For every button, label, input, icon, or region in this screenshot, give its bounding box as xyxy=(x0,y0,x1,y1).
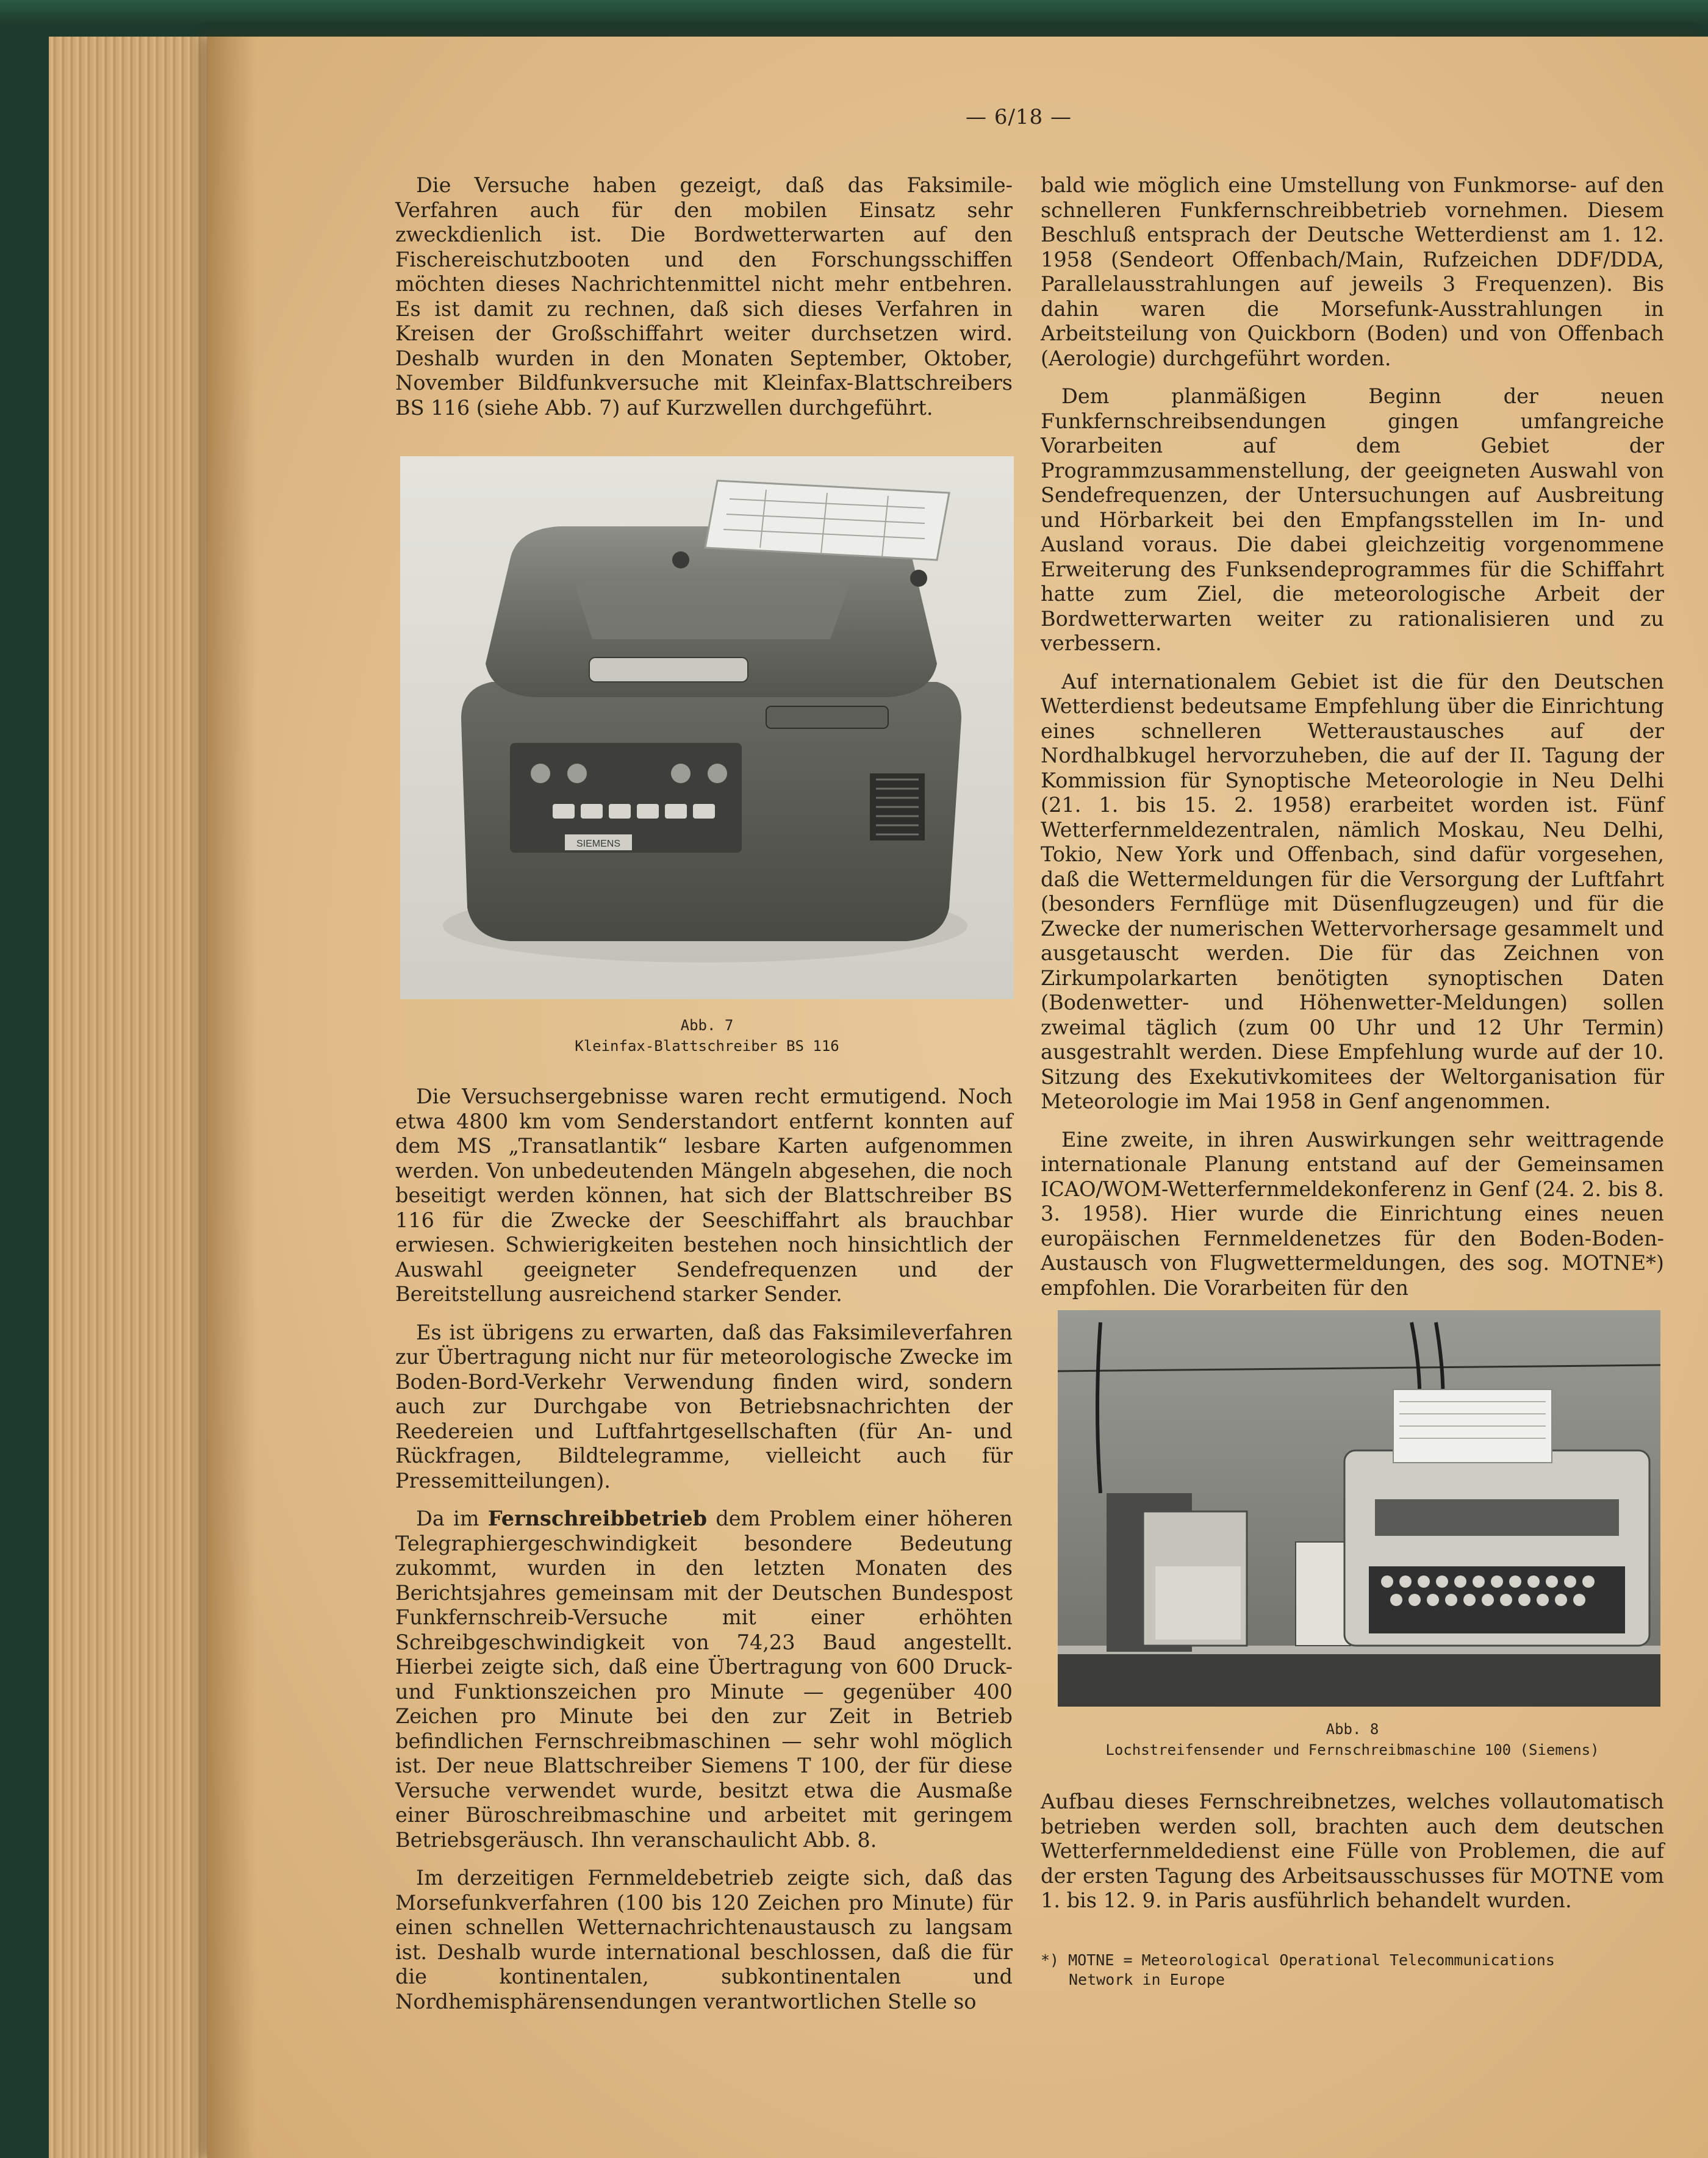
left-column-top xyxy=(395,173,1013,434)
figure-7-caption xyxy=(400,1015,1014,1056)
page-number: — 6/18 — xyxy=(966,105,1072,129)
text-run: Da im xyxy=(416,1507,488,1530)
text-run: dem Problem einer höheren Telegraphiergeschwindigkeit besondere Bedeutung zukommt, wurden in den letzten Monaten des Berichtsjahres gemeinsam mit der Deutschen Bundespost Funkfernschreib-Versuche mit einer erhöhten Schreibgeschwindigkeit von 74,23 Baud angestellt. Hierbei zeigte sich, daß eine Übertragung von 600 Druck- und Funktionszeichen pro Minute — gegenüber 400 Zeichen pro Minute bei den zur Zeit in Betrieb befindlichen Fernschreibmaschinen — sehr wohl möglich ist. Der neue Blattschreiber Siemens T 100, der für diese Versuche verwendet wurde, besitzt etwa die Ausmaße einer Büroschreibmaschine und arbeitet mit geringem Betriebsgeräusch. Ihn veranschaulicht Abb. 8. xyxy=(395,1507,1013,1852)
fax-machine-illustration xyxy=(400,456,1014,999)
bold-term: Fernschreibbetrieb xyxy=(487,1507,708,1530)
figure-7-photo xyxy=(400,456,1014,999)
gutter-shadow xyxy=(207,37,256,2158)
figure-8-photo xyxy=(1058,1310,1660,1707)
footnote-line: Network in Europe xyxy=(1069,1971,1225,1988)
paragraph: Eine zweite, in ihren Auswirkungen sehr weittragende internationale Planung entstand auf der Gemeinsamen ICAO/WOM-Wetterfernmeldekonferenz in Genf (24. 2. bis 8. 3. 1958). Hier wurde die Einrichtung eines neuen europäischen Fernmeldenetzes für den Boden-Boden-Austausch von Flugwettermeldungen, des sog. MOTNE*) empfohlen. Die Vorarbeiten für den xyxy=(1041,1127,1664,1300)
figure-7-label: Abb. 7 xyxy=(680,1017,734,1034)
paragraph: Die Versuche haben gezeigt, daß das Faksimile-Verfahren auch für den mobilen Einsatz sehr zweckdienlich ist. Die Bordwetterwarten auf den Fischereischutzbooten und den Forschungsschiffen möchten dieses Nachrichtenmittel nicht mehr entbehren. Es ist damit zu rechnen, daß sich dieses Verfahren in Kreisen der Großschiffahrt weiter durchsetzen wird. Deshalb wurden in den Monaten September, Oktober, November Bildfunkversuche mit Kleinfax-Blattschreibers BS 116 (siehe Abb. 7) auf Kurzwellen durchgeführt. xyxy=(395,173,1013,420)
right-column-top xyxy=(1041,173,1664,1314)
footnote xyxy=(1041,1951,1675,1990)
paragraph-fernschreib xyxy=(395,1507,1013,1852)
paragraph: bald wie möglich eine Umstellung von Funkmorse- auf den schnelleren Funkfernschreibbetrieb vornehmen. Diesem Beschluß entsprach der Deutsche Wetterdienst am 1. 12. 1958 (Sendeort Offenbach/Main, Rufzeichen DDF/DDA, Parallelausstrahlungen auf jeweils 3 Frequenzen). Bis dahin waren die Morsefunk-Ausstrahlungen in Arbeitsteilung von Quickborn (Boden) und von Offenbach (Aerologie) durchgeführt worden. xyxy=(1041,173,1664,370)
footnote-line: *) MOTNE = Meteorological Operational Telecommunications xyxy=(1041,1951,1555,1969)
figure-8-title: Lochstreifensender und Fernschreibmaschine 100 (Siemens) xyxy=(1105,1741,1599,1758)
figure-8-label: Abb. 8 xyxy=(1326,1721,1379,1738)
right-column-bottom xyxy=(1041,1790,1664,1927)
teleprinter-illustration xyxy=(1058,1310,1660,1707)
paragraph: Es ist übrigens zu erwarten, daß das Faksimileverfahren zur Übertragung nicht nur für meteorologische Zwecke im Boden-Bord-Verkehr Verwendung finden wird, sondern auch zur Durchgabe von Betriebsnachrichten der Reedereien und Luftfahrtgesellschaften (für An- und Rückfragen, Bildtelegramme, vielleicht auch für Pressemitteilungen). xyxy=(395,1320,1013,1493)
paragraph: Die Versuchsergebnisse waren recht ermutigend. Noch etwa 4800 km vom Senderstandort entfernt konnten auf dem MS „Transatlantik“ lesbare Karten aufgenommen werden. Von unbedeutenden Mängeln abgesehen, die noch beseitigt werden können, hat sich der Blattschreiber BS 116 für die Zwecke der Seeschiffahrt als brauchbar erwiesen. Schwierigkeiten bestehen noch hinsichtlich der Auswahl geeigneter Sendefrequenzen und der Bereitstellung ausreichend starker Sender. xyxy=(395,1084,1013,1306)
figure-8-caption xyxy=(1041,1719,1664,1760)
paragraph: Auf internationalem Gebiet ist die für den Deutschen Wetterdienst bedeutsame Empfehlung über die Einrichtung eines schnelleren Wetteraustausches auf der Nordhalbkugel hervorzuheben, die auf der II. Tagung der Kommission für Synoptische Meteorologie in Neu Delhi (21. 1. bis 15. 2. 1958) erarbeitet worden ist. Fünf Wetterfernmeldezentralen, nämlich Moskau, Neu Delhi, Tokio, New York und Offenbach, sind dafür vorgesehen, daß die Wettermeldungen für die Versorgung der Luftfahrt (besonders Fernflüge mit Düsenflugzeugen) und für die Zwecke der numerischen Wettervorhersage gesammelt und ausgetauscht werden. Die für das Zeichnen von Zirkumpolarkarten benötigten synoptischen Daten (Bodenwetter- und Höhenwetter-Meldungen) sollen zweimal täglich (zum 00 Uhr und 12 Uhr Termin) ausgestrahlt werden. Diese Empfehlung wurde auf der 10. Sitzung des Exekutivkomitees der Weltorganisation für Meteorologie im Mai 1958 in Genf angenommen. xyxy=(1041,669,1664,1113)
left-column-bottom xyxy=(395,1084,1013,2027)
machine-plate: SIEMENS xyxy=(576,839,621,849)
paragraph: Im derzeitigen Fernmeldebetrieb zeigte sich, daß das Morsefunkverfahren (100 bis 120 Zeichen pro Minute) für einen schnellen Wetternachrichtenaustausch zu langsam ist. Deshalb wurde international beschlossen, daß die für die kontinentalen, subkontinentalen und Nordhemisphärensendungen verantwortlichen Stelle so xyxy=(395,1866,1013,2013)
figure-7-title: Kleinfax-Blattschreiber BS 116 xyxy=(575,1038,839,1055)
paragraph: Dem planmäßigen Beginn der neuen Funkfernschreibsendungen gingen umfangreiche Vorarbeiten auf dem Gebiet der Programmzusammenstellung, der geeigneten Auswahl von Sendefrequenzen, der Untersuchungen auf Ausbreitung und Hörbarkeit bei den Empfangsstellen im In- und Ausland voraus. Die dabei gleichzeitig vorgenommene Erweiterung des Funksendeprogrammes für die Schiffahrt hatte zum Ziel, die meteorologische Arbeit der Bordwetterwarten weiter zu rationalisieren und zu verbessern. xyxy=(1041,384,1664,655)
paragraph: Aufbau dieses Fernschreibnetzes, welches vollautomatisch betrieben werden soll, brachten auch dem deutschen Wetterfernmeldedienst eine Fülle von Problemen, die auf der ersten Tagung des Arbeitsausschusses für MOTNE vom 1. bis 12. 9. in Paris ausführlich behandelt wurden. xyxy=(1041,1790,1664,1912)
